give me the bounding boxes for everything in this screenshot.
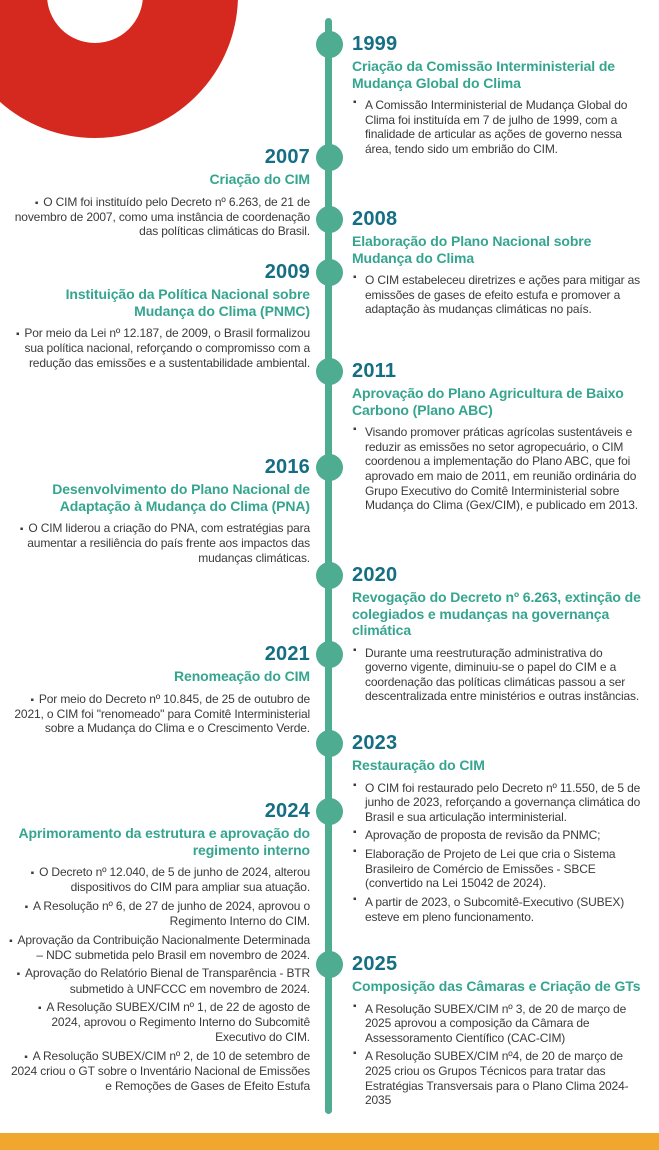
timeline-dot — [316, 562, 343, 589]
section-year: 2007 — [264, 146, 310, 168]
section-title: Composição das Câmaras e Criação de GTs — [352, 978, 641, 994]
section-year: 2024 — [264, 800, 310, 822]
bullet-square-icon: ▪ — [16, 969, 20, 981]
section-year: 2011 — [352, 360, 397, 382]
section-bullets — [8, 865, 310, 1093]
bullet-square-icon: ▪ — [24, 1051, 28, 1063]
bullet-text: Aprovação de proposta de revisão da PNMC; — [365, 828, 601, 843]
section-bullets — [352, 425, 648, 513]
section-bullets — [8, 521, 310, 565]
timeline-section-2024 — [8, 801, 310, 1097]
bullet-square-icon: ▪ — [34, 197, 39, 209]
timeline-section-2009 — [8, 262, 310, 374]
timeline-section-1999 — [352, 34, 648, 161]
bullet-item — [8, 195, 310, 239]
section-title: Criação do CIM — [209, 171, 310, 187]
section-bullets — [8, 692, 310, 736]
section-title: Criação da Comissão Interministerial de Mudança Global do Clima — [352, 58, 615, 91]
timeline-section-2020 — [352, 565, 648, 708]
bullet-text: O CIM liderou a criação do PNA, com estratégias para aumentar a resiliência do país frente aos impactos das mudanças climáticas. — [27, 521, 310, 565]
bullet-item — [352, 98, 648, 157]
section-title: Revogação do Decreto nº 6.263, extinção de colegiados e mudanças na governança climática — [352, 589, 641, 639]
section-title: Desenvolvimento do Plano Nacional de Adaptação à Mudança do Clima (PNA) — [52, 481, 310, 514]
bullet-item — [8, 1000, 310, 1044]
timeline-dot — [316, 31, 343, 58]
bullet-text: Por meio da Lei nº 12.187, de 2009, o Brasil formalizou sua política nacional, reforçando o compromisso com a redução das emissões e a sustentabilidade ambiental. — [24, 326, 310, 370]
bullet-item — [8, 692, 310, 736]
section-year: 2016 — [264, 456, 310, 478]
bullet-item — [8, 933, 310, 963]
bullet-item — [352, 781, 648, 825]
timeline-dot — [316, 454, 343, 481]
timeline-section-2011 — [352, 361, 648, 517]
bullet-square-icon: ▪ — [37, 1003, 42, 1015]
section-title: Restauração do CIM — [352, 757, 485, 773]
bullet-text: A partir de 2023, o Subcomitê-Executivo (SUBEX) esteve em pleno funcionamento. — [365, 894, 625, 924]
section-year: 1999 — [352, 33, 398, 55]
bullet-text: O CIM estabeleceu diretrizes e ações para mitigar as emissões de gases de efeito estufa e promover a adaptação às mudanças climáticas no país. — [365, 273, 640, 317]
timeline-dot — [316, 358, 343, 385]
section-title: Instituição da Política Nacional sobre Mudança do Clima (PNMC) — [65, 286, 310, 319]
bullet-square-icon: ▪ — [30, 868, 35, 880]
red-donut-decoration — [0, 0, 250, 150]
section-title: Aprovação do Plano Agricultura de Baixo Carbono (Plano ABC) — [352, 385, 624, 418]
bullet-text: A Resolução SUBEX/CIM nº 3, de 20 de março de 2025 aprovou a composição da Câmara de Assessoramento Científico (CAC-CIM) — [365, 1001, 627, 1045]
section-title: Elaboração do Plano Nacional sobre Mudança do Clima — [352, 233, 592, 266]
section-title: Aprimoramento da estrutura e aprovação do regimento interno — [18, 825, 310, 858]
bullet-square-icon: ▪ — [353, 827, 357, 839]
bullet-item — [8, 966, 310, 996]
timeline-dot — [316, 144, 343, 171]
section-year: 2023 — [352, 732, 398, 754]
section-bullets — [8, 195, 310, 239]
bullet-text: A Comissão Interministerial de Mudança Global do Clima foi instituída em 7 de julho de 1999, com a finalidade de articular as ações de governo nessa área, tendo sido um embrião do CIM. — [365, 98, 628, 156]
timeline-dot — [316, 206, 343, 233]
bullet-square-icon: ▪ — [353, 272, 357, 284]
section-title: Renomeação do CIM — [174, 668, 310, 684]
bullet-text: O CIM foi restaurado pelo Decreto nº 11.550, de 5 de junho de 2023, reforçando a governança climática do Brasil e sua articulação interministerial. — [365, 780, 641, 824]
timeline-section-2023 — [352, 733, 648, 928]
bullet-text: A Resolução SUBEX/CIM nº 1, de 22 de agosto de 2024, aprovou o Regimento Interno do Subcomitê Executivo do CIM. — [46, 1000, 310, 1045]
section-year: 2009 — [264, 261, 310, 283]
bullet-item — [352, 425, 648, 513]
timeline-dot — [316, 951, 343, 978]
bullet-square-icon: ▪ — [353, 424, 357, 436]
bullet-text: Aprovação da Contribuição Nacionalmente Determinada – NDC submetida pelo Brasil em novembro de 2024. — [17, 932, 310, 962]
section-bullets — [352, 781, 648, 925]
section-bullets — [352, 98, 648, 157]
bullet-text: A Resolução SUBEX/CIM nº4, de 20 de março de 2025 criou os Grupos Técnicos para tratar das Estratégias Transversais para o Plano Clima 2024-2035 — [365, 1049, 629, 1108]
bottom-accent-bar — [0, 1133, 659, 1150]
bullet-item — [8, 521, 310, 565]
bullet-item — [352, 1002, 648, 1046]
timeline-section-2008 — [352, 209, 648, 321]
bullet-text: Elaboração de Projeto de Lei que cria o Sistema Brasileiro de Comércio de Emissões - SBCE (convertido na Lei 15042 de 2024). — [365, 847, 616, 891]
bullet-square-icon: ▪ — [353, 846, 357, 858]
bullet-square-icon: ▪ — [15, 329, 20, 341]
bullet-square-icon: ▪ — [19, 524, 24, 536]
bullet-text: Durante uma reestruturação administrativa do governo vigente, diminuiu-se o papel do CIM e a coordenação das políticas climáticas passou a ser descentralizada entre ministérios e outras instâncias. — [365, 645, 640, 704]
timeline-section-2021 — [8, 644, 310, 740]
timeline-section-2016 — [8, 457, 310, 569]
bullet-item — [352, 273, 648, 317]
bullet-item — [352, 1049, 648, 1108]
bullet-item — [352, 847, 648, 891]
section-bullets — [8, 326, 310, 370]
section-year: 2008 — [352, 208, 398, 230]
section-year: 2021 — [264, 643, 310, 665]
timeline-dot — [316, 730, 343, 757]
bullet-text: A Resolução nº 6, de 27 de junho de 2024, aprovou o Regimento Interno do CIM. — [33, 898, 310, 929]
bullet-item — [352, 646, 648, 705]
bullet-item — [352, 895, 648, 924]
bullet-item — [8, 865, 310, 895]
section-bullets — [352, 646, 648, 705]
bullet-text: O Decreto nº 12.040, de 5 de junho de 2024, alterou dispositivos do CIM para ampliar sua atuação. — [39, 865, 310, 895]
bullet-text: A Resolução SUBEX/CIM nº 2, de 10 de setembro de 2024 criou o GT sobre o Inventário Nacional de Emissões e Remoções de Gases de Efeito Estufa — [10, 1048, 310, 1093]
section-bullets — [352, 1002, 648, 1108]
bullet-square-icon: ▪ — [30, 694, 34, 706]
section-bullets — [352, 273, 648, 317]
bullet-square-icon: ▪ — [9, 935, 13, 947]
timeline-dot — [316, 641, 343, 668]
bullet-item — [352, 828, 648, 843]
bullet-text: Por meio do Decreto nº 10.845, de 25 de outubro de 2021, o CIM foi "renomeado" para Comitê Interministerial sobre a Mudança do Clima e o Crescimento Verde. — [14, 691, 310, 736]
timeline-section-2025 — [352, 954, 648, 1112]
timeline-dot — [316, 259, 343, 286]
bullet-item — [8, 326, 310, 370]
bullet-square-icon: ▪ — [353, 1048, 357, 1060]
bullet-square-icon: ▪ — [353, 1000, 357, 1012]
bullet-square-icon: ▪ — [353, 644, 357, 656]
bullet-item — [8, 1049, 310, 1093]
timeline-section-2007 — [8, 147, 310, 243]
bullet-item — [8, 899, 310, 929]
bullet-text: Visando promover práticas agrícolas sustentáveis e reduzir as emissões no setor agropecuário, o CIM coordenou a implementação do Plano ABC, que foi aprovado em maio de 2011, em reunião ordinária do Grupo Executivo do Comitê Interministerial sobre Mudança do Clima (Gex/CIM), e publicado em 2013. — [365, 425, 638, 513]
timeline-dot — [316, 798, 343, 825]
bullet-text: O CIM foi instituído pelo Decreto nº 6.263, de 21 de novembro de 2007, como uma instância de coordenação das políticas climáticas do Brasil. — [14, 194, 310, 239]
section-year: 2020 — [352, 564, 398, 586]
bullet-square-icon: ▪ — [24, 901, 29, 913]
bullet-square-icon: ▪ — [353, 97, 357, 109]
bullet-text: Aprovação do Relatório Bienal de Transparência - BTR submetido à UNFCCC em novembro de 2024. — [24, 966, 310, 996]
bullet-square-icon: ▪ — [353, 779, 357, 791]
bullet-square-icon: ▪ — [353, 893, 357, 905]
section-year: 2025 — [352, 953, 398, 975]
